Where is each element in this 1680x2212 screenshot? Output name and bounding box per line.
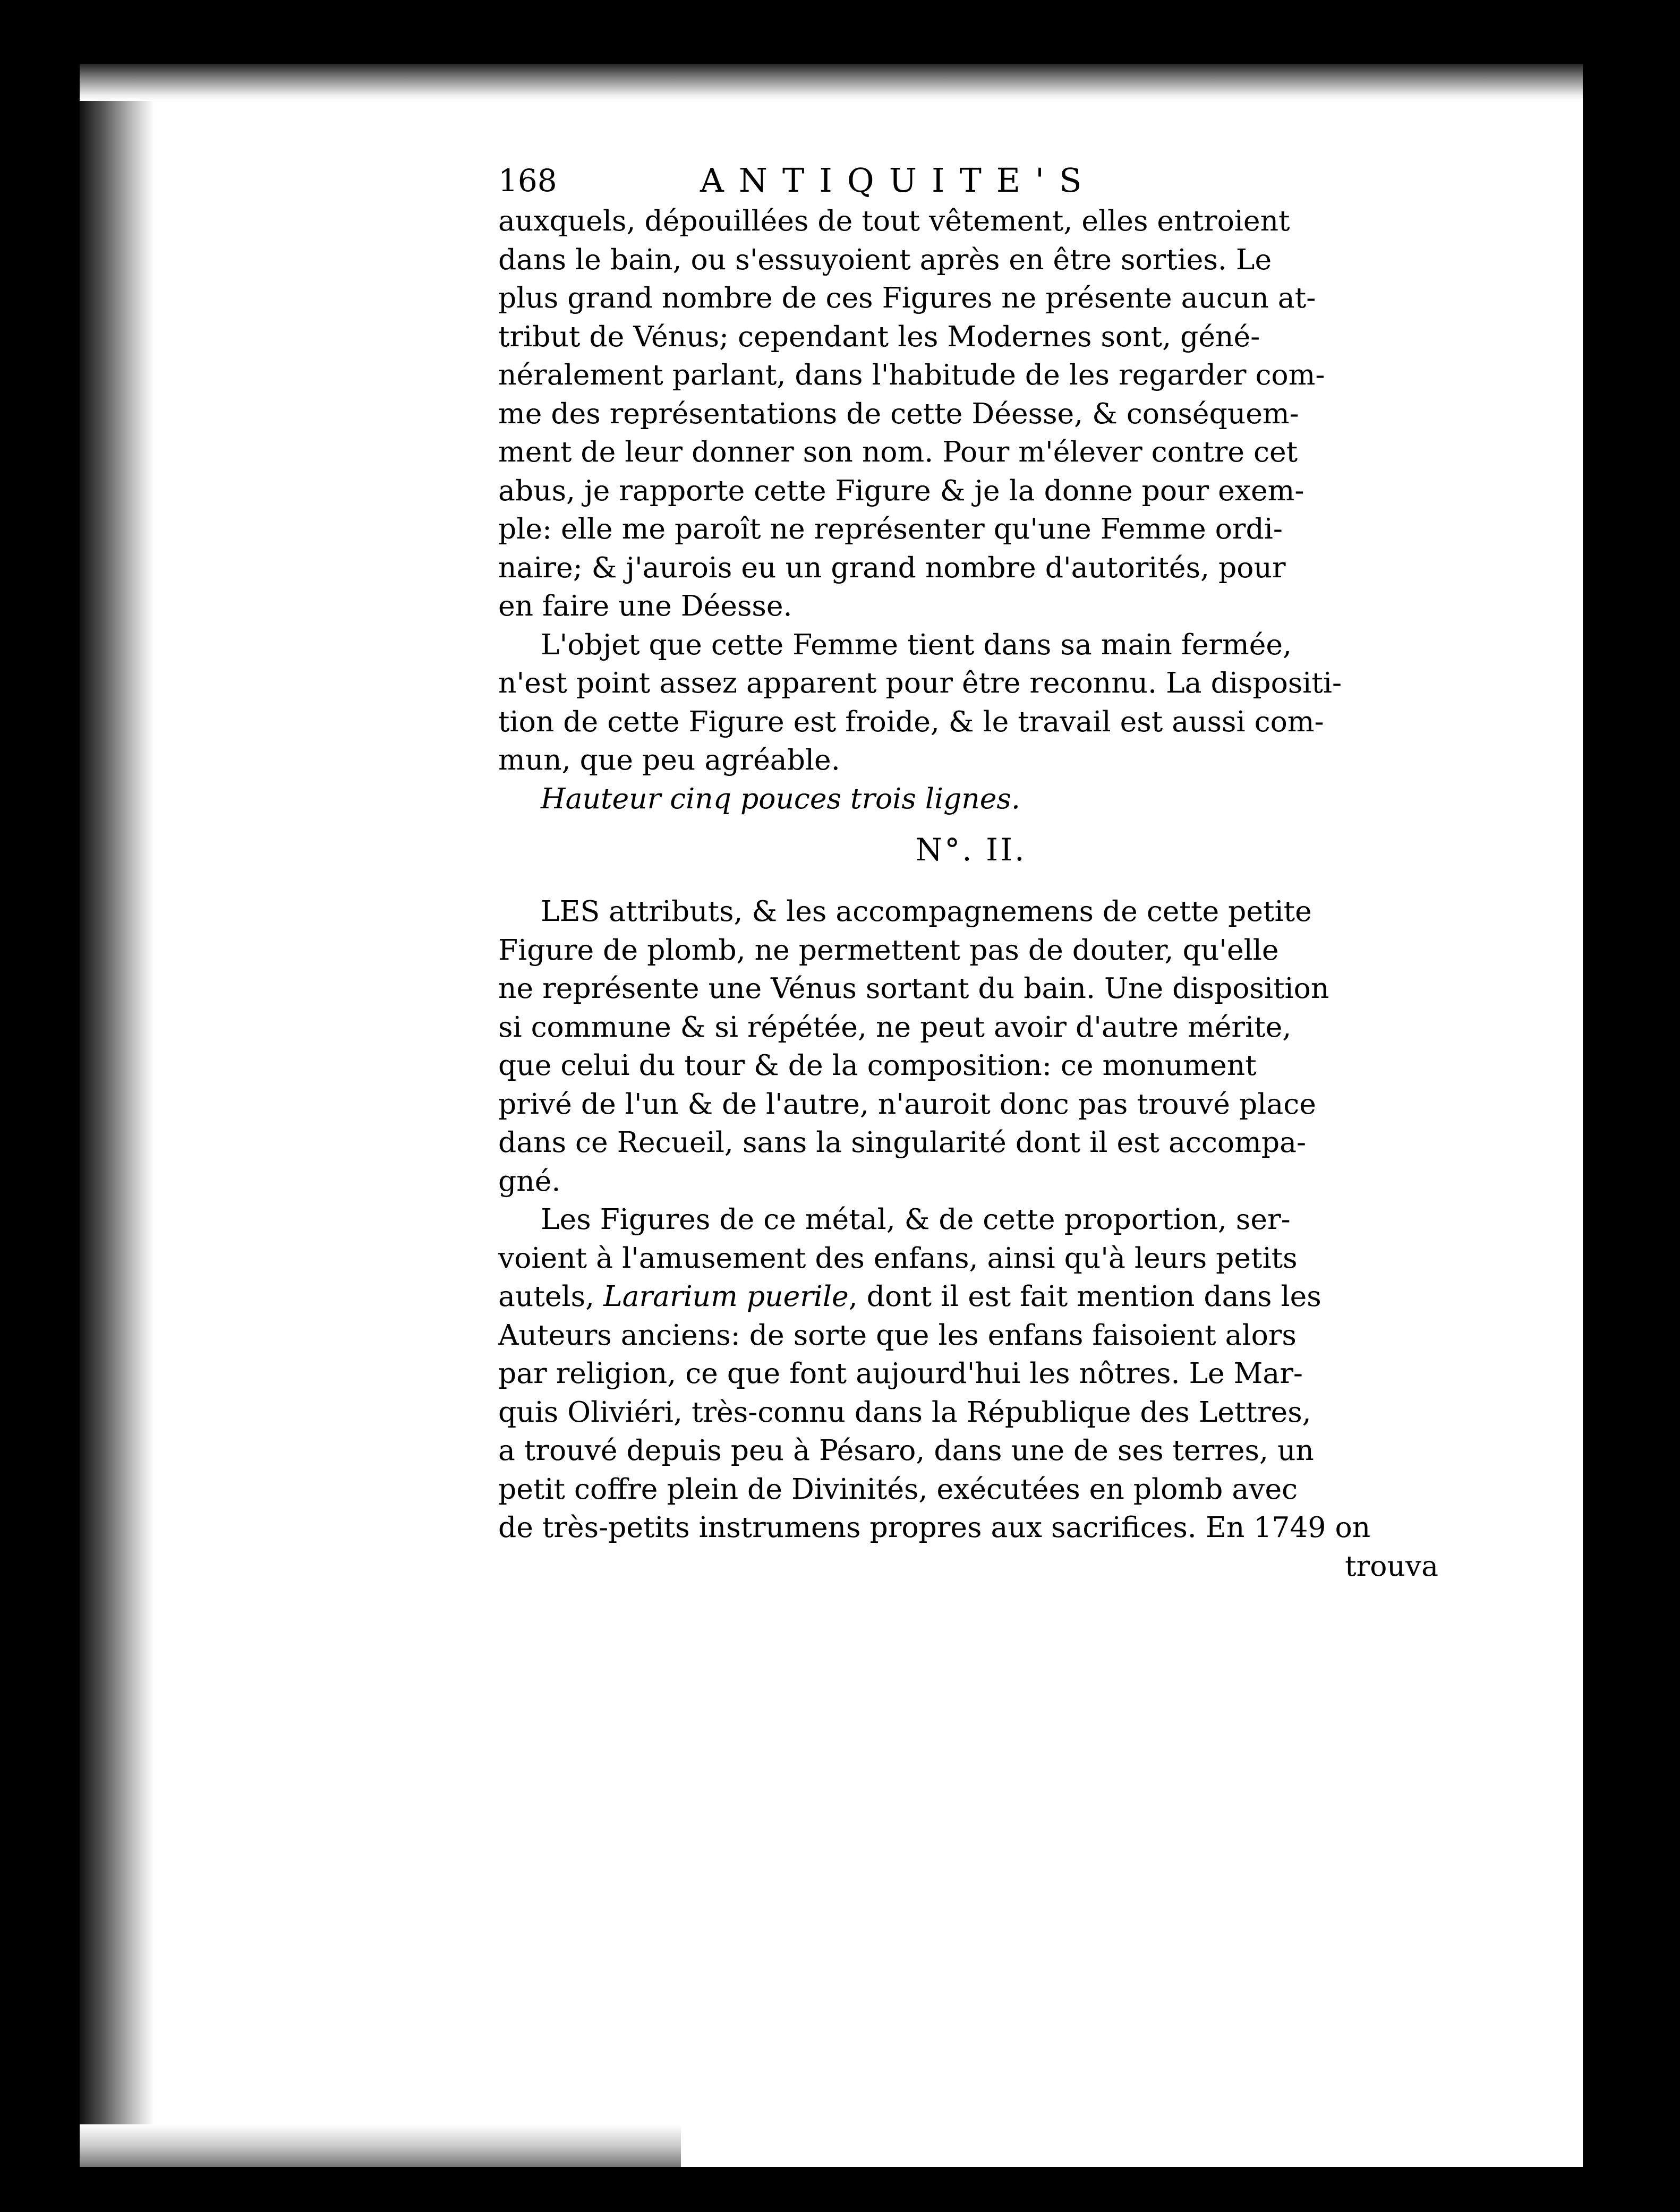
text-line: dans le bain, ou s'essuyoient après en être sorties. Le <box>498 242 1272 276</box>
page-number: 168 <box>498 163 557 199</box>
text-line: par religion, ce que font aujourd'hui les nôtres. Le Mar- <box>498 1356 1303 1390</box>
page-shadow-bottom <box>80 2124 681 2167</box>
text-line: si commune & si répétée, ne peut avoir d'autre mérite, <box>498 1010 1292 1044</box>
text-line: ment de leur donner son nom. Pour m'élever contre cet <box>498 435 1298 468</box>
text-line: en faire une Déesse. <box>498 589 792 622</box>
text-line: plus grand nombre de ces Figures ne présente aucun at- <box>498 281 1316 314</box>
paragraph-3 <box>498 892 1444 1200</box>
text-line: L'objet que cette Femme tient dans sa main fermée, <box>541 627 1292 661</box>
text-line: quis Oliviéri, très-connu dans la République des Lettres, <box>498 1395 1311 1429</box>
text-line: ne représente une Vénus sortant du bain. Une disposition <box>498 971 1329 1005</box>
text-line: tribut de Vénus; cependant les Modernes sont, géné- <box>498 319 1260 353</box>
text-run: , dont il est fait mention dans les <box>848 1279 1321 1313</box>
text-line: petit coffre plein de Divinités, exécutées en plomb avec <box>498 1472 1298 1506</box>
latin-term: Lararium puerile <box>603 1279 849 1313</box>
running-head: ANTIQUITE'S <box>700 161 1097 200</box>
dimension-note: Hauteur cinq pouces trois lignes. <box>541 781 1020 815</box>
paragraph-4 <box>498 1200 1444 1547</box>
text-line: gné. <box>498 1164 561 1198</box>
text-line: que celui du tour & de la composition: ce monument <box>498 1048 1257 1082</box>
page-shadow-left <box>80 64 154 2167</box>
catchword: trouva <box>1345 1549 1438 1583</box>
text-line: abus, je rapporte cette Figure & je la donne pour exem- <box>498 473 1304 507</box>
section-heading: N°. II. <box>915 832 1027 868</box>
text-line: de très-petits instrumens propres aux sacrifices. En 1749 on <box>498 1510 1371 1544</box>
page-shadow-top <box>80 64 1583 101</box>
text-line <box>498 1277 1444 1316</box>
text-line: voient à l'amusement des enfans, ainsi qu'à leurs petits <box>498 1241 1298 1275</box>
text-line: Les Figures de ce métal, & de cette proportion, ser- <box>541 1202 1291 1236</box>
text-line: n'est point assez apparent pour être reconnu. La dispositi- <box>498 666 1342 699</box>
paragraph-2 <box>498 626 1444 780</box>
paragraph-1 <box>498 202 1444 626</box>
text-line: mun, que peu agréable. <box>498 743 840 776</box>
page-header <box>498 159 1444 202</box>
page-text <box>498 159 1444 1585</box>
text-run: autels, <box>498 1279 604 1313</box>
text-line: LES attributs, & les accompagnemens de cette petite <box>541 894 1312 928</box>
text-line: tion de cette Figure est froide, & le travail est aussi com- <box>498 704 1324 738</box>
text-line: Auteurs anciens: de sorte que les enfans faisoient alors <box>498 1318 1297 1352</box>
text-line: dans ce Recueil, sans la singularité dont il est accompa- <box>498 1125 1307 1159</box>
text-line: ple: elle me paroît ne représenter qu'une Femme ordi- <box>498 512 1283 545</box>
text-line: a trouvé depuis peu à Pésaro, dans une de ses terres, un <box>498 1433 1314 1467</box>
text-line: Figure de plomb, ne permettent pas de douter, qu'elle <box>498 933 1279 967</box>
text-line: privé de l'un & de l'autre, n'auroit donc pas trouvé place <box>498 1087 1316 1121</box>
text-line: néralement parlant, dans l'habitude de les regarder com- <box>498 358 1325 391</box>
text-line: naire; & j'aurois eu un grand nombre d'autorités, pour <box>498 550 1286 584</box>
text-line: me des représentations de cette Déesse, & conséquem- <box>498 396 1299 430</box>
text-line: auxquels, dépouillées de tout vêtement, elles entroient <box>498 204 1290 237</box>
